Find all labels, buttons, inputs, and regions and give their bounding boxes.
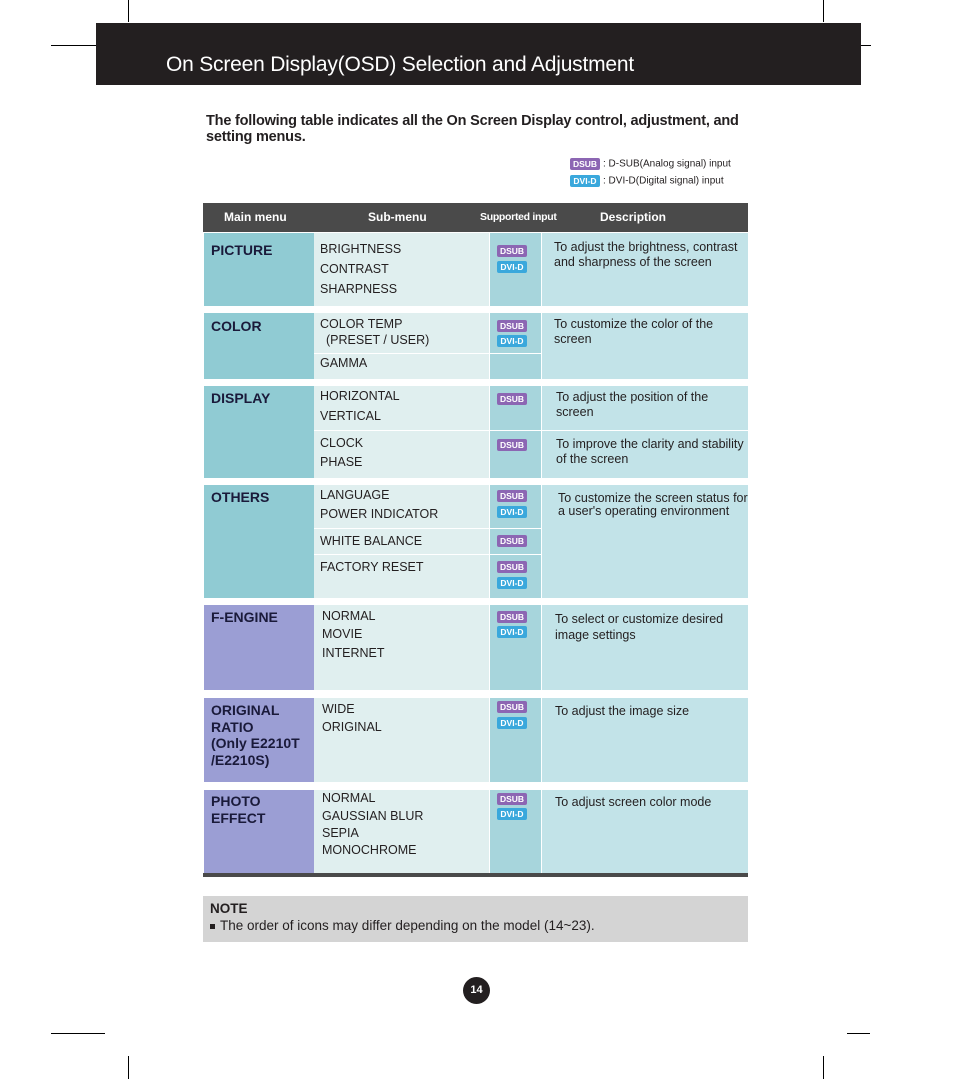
divider <box>490 554 541 555</box>
col-sub-menu: Sub-menu <box>368 210 427 224</box>
input-cell <box>490 698 541 782</box>
sub-menu-item: MONOCHROME <box>322 843 417 857</box>
main-menu-cell <box>204 485 314 598</box>
dvid-badge: DVI-D <box>497 261 527 273</box>
input-cell <box>490 313 541 379</box>
dsub-badge: DSUB <box>497 561 527 573</box>
sub-menu-cell <box>314 233 489 306</box>
page-number: 14 <box>463 977 490 1004</box>
bullet-icon <box>210 924 215 929</box>
dsub-badge: DSUB <box>497 393 527 405</box>
main-menu-label <box>211 702 300 768</box>
crop-mark <box>128 1056 129 1079</box>
main-menu-cell <box>204 605 314 690</box>
sub-menu-item: GAMMA <box>320 356 368 370</box>
sub-menu-item: SEPIA <box>322 826 359 840</box>
dsub-badge: DSUB <box>497 320 527 332</box>
dsub-badge: DSUB <box>497 245 527 257</box>
sub-menu-cell <box>314 313 489 379</box>
legend-text: : D-SUB(Analog signal) input <box>603 158 731 170</box>
description-text: To adjust the position of the screen <box>556 390 709 419</box>
input-cell <box>490 485 541 598</box>
note-text: The order of icons may differ depending on the model (14~23). <box>220 918 595 933</box>
main-menu-line: ORIGINAL <box>211 702 280 718</box>
dvid-badge: DVI-D <box>570 175 600 187</box>
main-menu-label: OTHERS <box>211 489 270 505</box>
description-text: To adjust screen color mode <box>555 795 712 809</box>
description-text: To adjust the brightness, contrast and sharpness of the screen <box>554 240 738 269</box>
description-text: To select or customize desired image settings <box>555 612 724 642</box>
divider <box>490 430 541 431</box>
main-menu-cell <box>204 233 314 306</box>
crop-mark <box>847 1033 870 1034</box>
crop-mark <box>823 1056 824 1079</box>
sub-menu-item: PHASE <box>320 455 363 469</box>
sub-menu-item: HORIZONTAL <box>320 389 400 403</box>
intro-text: The following table indicates all the On Screen Display control, adjustment, and setting menus. <box>206 113 739 145</box>
crop-mark <box>128 0 129 22</box>
sub-menu-item: (PRESET / USER) <box>326 333 430 347</box>
note-heading: NOTE <box>210 901 248 916</box>
table-row-display <box>203 386 748 478</box>
sub-menu-cell <box>314 605 489 690</box>
description-cell <box>542 386 748 478</box>
col-supported-input: Supported input <box>480 211 557 223</box>
input-cell <box>490 790 541 873</box>
crop-mark <box>861 45 871 46</box>
sub-menu-item: VERTICAL <box>320 409 381 423</box>
table-row-photo-effect <box>203 790 748 873</box>
table-bottom-rule <box>203 873 748 877</box>
sub-menu-cell <box>314 386 489 478</box>
sub-menu-item: LANGUAGE <box>320 488 390 502</box>
main-menu-label: F-ENGINE <box>211 609 278 625</box>
col-description: Description <box>600 210 667 224</box>
note-line <box>210 918 595 933</box>
input-cell <box>490 233 541 306</box>
main-menu-label: DISPLAY <box>211 390 271 406</box>
input-cell <box>490 386 541 478</box>
dvid-badge: DVI-D <box>497 808 527 820</box>
description-text: To adjust the image size <box>555 704 690 718</box>
dvid-badge: DVI-D <box>497 626 527 638</box>
dsub-badge: DSUB <box>497 439 527 451</box>
divider <box>490 353 541 354</box>
dsub-badge: DSUB <box>497 701 527 713</box>
main-menu-cell <box>204 313 314 379</box>
page-header <box>96 23 861 85</box>
main-menu-label: COLOR <box>211 318 262 334</box>
main-menu-cell <box>204 698 314 782</box>
input-cell <box>490 605 541 690</box>
table-row-color <box>203 313 748 379</box>
sub-menu-cell <box>314 790 489 873</box>
table-header <box>203 203 748 232</box>
sub-menu-item: CLOCK <box>320 436 364 450</box>
main-menu-line: PHOTO <box>211 793 261 809</box>
description-cell <box>542 698 748 782</box>
legend-dvid <box>570 175 724 187</box>
main-menu-line: (Only E2210T <box>211 735 300 751</box>
dvid-badge: DVI-D <box>497 577 527 589</box>
dsub-badge: DSUB <box>497 611 527 623</box>
sub-menu-item: INTERNET <box>322 646 385 660</box>
sub-menu-item: MOVIE <box>322 627 363 641</box>
main-menu-line: EFFECT <box>211 809 266 826</box>
crop-mark <box>51 1033 105 1034</box>
description-text: To improve the clarity and stability of the screen <box>556 437 744 466</box>
sub-menu-item: ORIGINAL <box>322 720 382 734</box>
main-menu-line: RATIO <box>211 718 254 735</box>
divider <box>314 430 489 431</box>
dvid-badge: DVI-D <box>497 506 527 518</box>
sub-menu-item: NORMAL <box>322 791 376 805</box>
table-row-original-ratio <box>203 698 748 782</box>
main-menu-line: /E2210S) <box>211 751 270 768</box>
dsub-badge: DSUB <box>497 793 527 805</box>
dsub-badge: DSUB <box>497 490 527 502</box>
dvid-badge: DVI-D <box>497 717 527 729</box>
main-menu-label <box>211 793 265 826</box>
sub-menu-item: FACTORY RESET <box>320 560 424 574</box>
crop-mark <box>51 45 96 46</box>
sub-menu-item: WIDE <box>322 702 355 716</box>
divider <box>314 554 489 555</box>
legend-text: : DVI-D(Digital signal) input <box>603 175 724 187</box>
table-row-f-engine <box>203 605 748 690</box>
sub-menu-cell <box>314 698 489 782</box>
description-cell <box>542 313 748 379</box>
dvid-badge: DVI-D <box>497 335 527 347</box>
table-row-others <box>203 485 748 598</box>
sub-menu-item: COLOR TEMP <box>320 317 403 331</box>
description-text: To customize the color of the screen <box>554 317 714 346</box>
description-cell <box>542 485 748 598</box>
main-menu-cell <box>204 386 314 478</box>
sub-menu-item: CONTRAST <box>320 262 389 276</box>
divider <box>542 430 748 431</box>
sub-menu-item: GAUSSIAN BLUR <box>322 809 424 823</box>
table-row-picture <box>203 233 748 306</box>
description-text: To customize the screen status for a user's operating environment <box>558 491 748 518</box>
main-menu-cell <box>204 790 314 873</box>
note-box <box>203 896 748 942</box>
description-cell <box>542 605 748 690</box>
legend-dsub <box>570 158 731 170</box>
sub-menu-item: WHITE BALANCE <box>320 534 423 548</box>
col-main-menu: Main menu <box>224 210 287 224</box>
dsub-badge: DSUB <box>570 158 600 170</box>
main-menu-label: PICTURE <box>211 242 273 258</box>
divider <box>490 528 541 529</box>
sub-menu-cell <box>314 485 489 598</box>
crop-mark <box>823 0 824 22</box>
description-cell <box>542 233 748 306</box>
description-cell <box>542 790 748 873</box>
page-title: On Screen Display(OSD) Selection and Adjustment <box>166 53 634 76</box>
sub-menu-item: BRIGHTNESS <box>320 242 402 256</box>
divider <box>314 528 489 529</box>
sub-menu-item: NORMAL <box>322 609 376 623</box>
sub-menu-item: POWER INDICATOR <box>320 507 439 521</box>
sub-menu-item: SHARPNESS <box>320 282 398 296</box>
dsub-badge: DSUB <box>497 535 527 547</box>
